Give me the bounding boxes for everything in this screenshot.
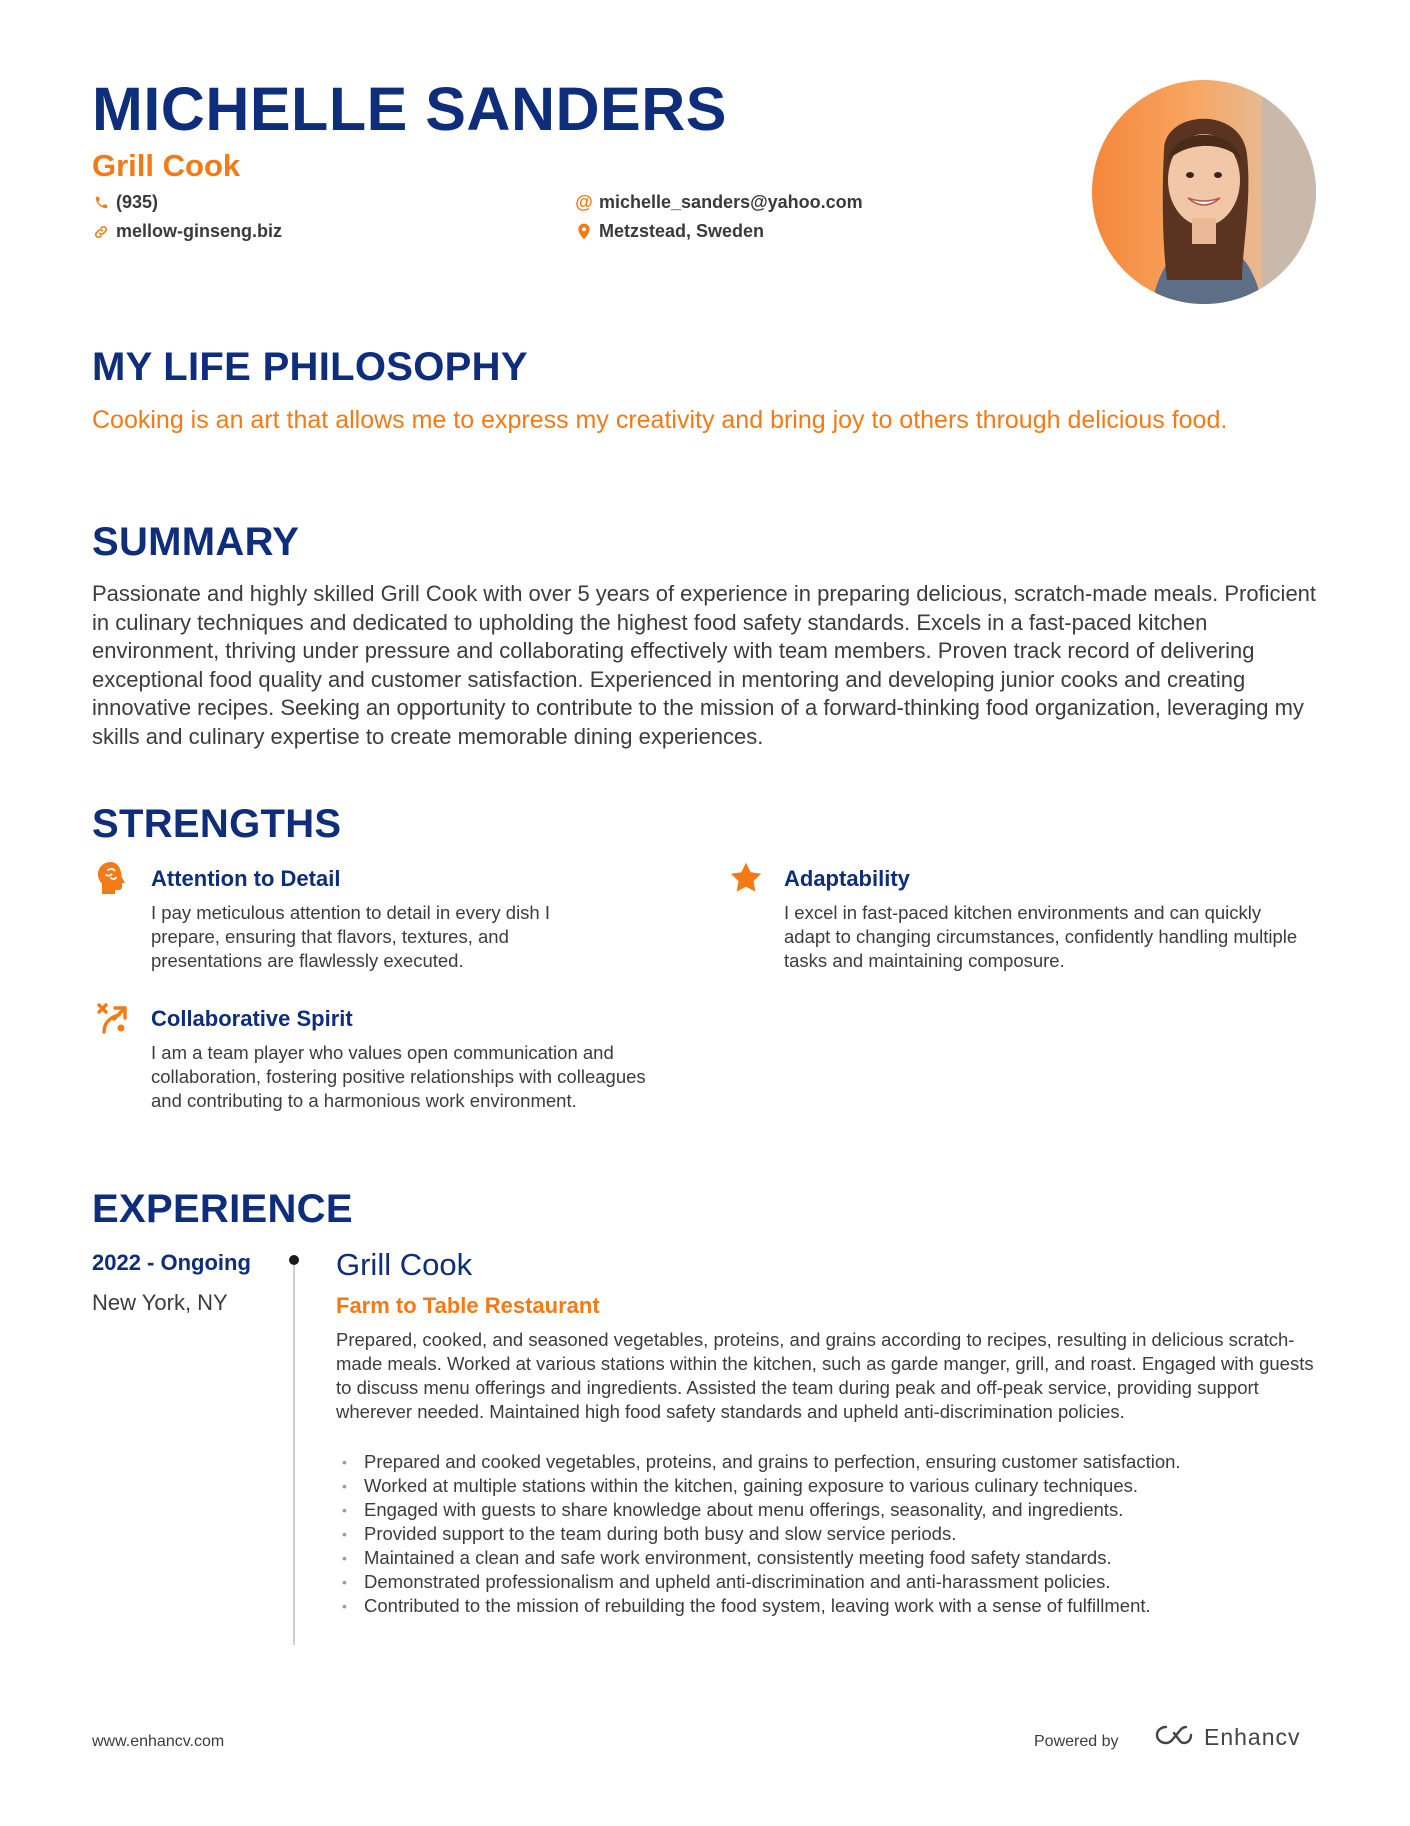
at-icon: @ [575,192,593,212]
experience-bullets [336,1450,1326,1618]
summary-heading: SUMMARY [92,520,300,564]
philosophy-text: Cooking is an art that allows me to express my creativity and bring joy to others through delicious food. [92,406,1228,434]
phone-text: (935) [116,192,159,212]
website-text[interactable]: mellow-ginseng.biz [116,221,283,241]
experience-bullet: • Prepared and cooked vegetables, proteins, and grains to perfection, ensuring customer satisfaction. [336,1450,1326,1474]
footer-brand: Enhancv [1204,1724,1301,1750]
contact-website[interactable] [92,221,282,242]
experience-bullet: • Demonstrated professionalism and upheld anti-discrimination and anti-harassment policies. [336,1570,1326,1594]
strength-description: I pay meticulous attention to detail in every dish I prepare, ensuring that flavors, textures, and presentations are flawlessly executed. [151,902,550,971]
phone-icon [92,194,110,212]
candidate-title: Grill Cook [92,148,241,183]
candidate-name: MICHELLE SANDERS [92,75,727,143]
strength-description: I am a team player who values open communication and collaboration, fostering positive relationships with colleagues and contributing to a harmonious work environment. [151,1042,646,1111]
experience-bullet: • Provided support to the team during both busy and slow service periods. [336,1522,1326,1546]
experience-bullet: • Worked at multiple stations within the kitchen, gaining exposure to various culinary techniques. [336,1474,1326,1498]
timeline-dot [289,1255,299,1265]
experience-location: New York, NY [92,1290,228,1315]
experience-description: Prepared, cooked, and seasoned vegetables, proteins, and grains according to recipes, resulting in delicious scratch-made meals. Worked at various stations within the kitchen, such as garde manger, grill, and roast. Engaged with guests to discuss menu offerings and ingredients. Assisted the team during peak and off-peak service, providing support wherever needed. Maintained high food safety standards and upheld anti-discrimination policies. [336,1329,1314,1422]
timeline-line [293,1265,295,1645]
experience-heading: EXPERIENCE [92,1187,353,1231]
strength-title: Collaborative Spirit [151,1006,353,1031]
experience-bullet: • Contributed to the mission of rebuilding the food system, leaving work with a sense of fulfillment. [336,1594,1326,1618]
strengths-heading: STRENGTHS [92,802,342,846]
head-brain-icon [96,860,132,896]
experience-bullet: • Engaged with guests to share knowledge about menu offerings, seasonality, and ingredients. [336,1498,1326,1522]
strength-title: Adaptability [784,866,910,891]
link-icon [92,223,110,241]
contact-email[interactable] [575,192,863,213]
strategy-icon [96,1000,132,1036]
experience-bullet: • Maintained a clean and safe work environment, consistently meeting food safety standards. [336,1546,1326,1570]
strength-title: Attention to Detail [151,866,341,891]
star-icon [728,860,764,896]
enhancv-logo-icon [1152,1722,1196,1753]
strength-description: I excel in fast-paced kitchen environments and can quickly adapt to changing circumstances, confidently handling multiple tasks and maintaining composure. [784,902,1298,971]
profile-photo [1092,80,1316,304]
philosophy-heading: MY LIFE PHILOSOPHY [92,345,528,389]
footer-website-link[interactable]: www.enhancv.com [92,1733,225,1750]
location-text: Metzstead, Sweden [599,221,765,241]
contact-phone [92,192,158,213]
contact-location [575,221,764,242]
email-text[interactable]: michelle_sanders@yahoo.com [599,192,863,212]
location-pin-icon [575,223,593,241]
enhancv-logo[interactable] [1152,1722,1301,1753]
experience-company: Farm to Table Restaurant [336,1293,600,1318]
experience-dates: 2022 - Ongoing [92,1250,251,1275]
summary-text: Passionate and highly skilled Grill Cook with over 5 years of experience in preparing delicious, scratch-made meals. Proficient in culinary techniques and dedicated to upholding the highest food safety standards. Excels in a fast-paced kitchen environment, thriving under pressure and collaborating effectively with team members. Proven track record of delivering exceptional food quality and customer satisfaction. Experienced in mentoring and developing junior cooks and creating innovative recipes. Seeking an opportunity to contribute to the mission of a forward-thinking food organization, leveraging my skills and culinary expertise to create memorable dining experiences. [92,581,1317,749]
experience-role: Grill Cook [336,1247,473,1282]
footer-powered-by: Powered by [1034,1733,1119,1750]
